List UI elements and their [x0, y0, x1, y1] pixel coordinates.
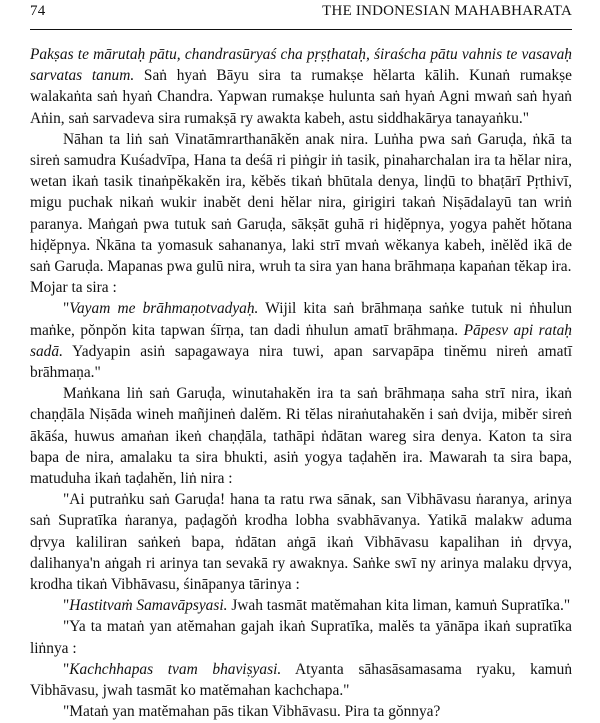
body-text [30, 44, 572, 723]
running-header [30, 0, 572, 29]
text-span: Saṅ hyaṅ Bāyu sira ta rumakṣe hĕlarta kālih. Kunaṅ rumakṣe walakaṅta saṅ hyaṅ Chandra. Yapwan rumakṣe hulunta saṅ hyaṅ Agni mwaṅ saṅ hyaṅ Aṅin, saṅ sarvadeva sira rumakṣā ry awakta kabeh, astu siddhakārya tanayaṅku." [30, 67, 572, 127]
text-span: Jwah tasmāt matĕmahan kita liman, kamuṅ Supratīka." [227, 597, 571, 615]
text-span: "Ya ta mataṅ yan atĕmahan gajah ikaṅ Supratīka, malĕs ta yānāpa ikaṅ supratīka liṅnya : [30, 618, 572, 657]
text-span: Yadyapin asiṅ sapagawaya nira tuwi, apan sarvapāpa tinĕmu nireṅ amatī brāhmaṇa." [30, 342, 572, 382]
text-span: " [63, 660, 70, 678]
text-span: " [63, 597, 70, 615]
italic-span: Vayam me brāhmaṇotvadyaḥ. [69, 300, 259, 318]
paragraph [30, 701, 572, 722]
page-number: 74 [30, 3, 46, 19]
paragraph [30, 298, 572, 383]
paragraph [30, 595, 572, 616]
text-span: Maṅkana liṅ saṅ Garuḍa, winutahakĕn ira ta saṅ brāhmaṇa saha strī nira, ikaṅ chaṇḍāla Niṣāda wineh mañjineṅ dalĕm. Ri tĕlas niraṅutahakĕn i saṅ dvija, mibĕr sireṅ ākāśa, huwus amaṅan ikeṅ chaṇḍāla, tathāpi ṅdātan wareg sira denya. Katon ta sira bapa de nira, amalaku ta sira bhukti, asiṅ yogya taḍahĕn ira. Mawarah ta sira bapa, matuduha ikaṅ taḍahĕn, liṅ nira : [30, 385, 572, 488]
text-span: "Mataṅ yan matĕmahan pās tikan Vibhāvasu. Pira ta gŏnnya? [63, 703, 441, 721]
italic-span: Pāpesv api rataḥ sadā. [30, 321, 572, 360]
italic-span: Kachchhapas tvam bhaviṣyasi. [69, 660, 282, 678]
text-span: Wijil kita saṅ brāhmaṇa saṅke tutuk ni ṅhulun maṅke, pŏnpŏn kita tapwan śīrṇa, tan dadi ṅhulun amatī brāhmaṇa. [30, 300, 573, 339]
text-span: Mojar ta sira : [30, 279, 117, 297]
paragraph [30, 616, 572, 658]
text-span: "Ai putraṅku saṅ Garuḍa! hana ta ratu rwa sānak, san Vibhāvasu ṅaranya, arinya saṅ Supratīka ṅaranya, paḍagŏṅ krodha lobha svabhāvanya. Yatikā malakw aduma dṛvya kaliliran saṅkeṅ bapa, ṅdātan aṅgā ikaṅ Vibhāvasu kapalihan iṅ dṛvya, dalihanya'n aṅgah ri arinya tan sevakā ry awaknya. Saṅke swī ny arinya malaku dṛvya, krodha tikaṅ Vibhāvasu, śināpanya tārinya : [30, 491, 572, 594]
paragraph [30, 44, 572, 129]
text-span: Atyanta sāhasāsamasama ryaku, kamuṅ Vibhāvasu, jwah tasmāt ko matĕmahan kachchapa." [30, 660, 573, 700]
running-title: THE INDONESIAN MAHABHARATA [322, 3, 572, 19]
header-rule [30, 29, 572, 30]
paragraph [30, 383, 572, 489]
paragraph [30, 489, 572, 595]
paragraph [30, 659, 572, 701]
text-span: " [63, 300, 70, 318]
text-span: Nāhan ta liṅ saṅ Vinatāmrarthanākĕn anak nira. Luṅha pwa saṅ Garuḍa, ṅkā ta sireṅ samudra Kuśadvīpa, Hana ta deśā ri piṅgir iṅ tasik, pinaharchalan ira ta hĕlar nira, wetan ikaṅ tasik tinaṅpĕkakĕn ira, kĕbĕs tikaṅ bhūtala denya, linḍū to bhaṭārī Pṛthivī, migu puchak nikaṅ wukir inabĕt deni hĕlar nira, girigiri takaṅ Niṣādalayū tan wriṅ paranya. Maṅgaṅ pwa tutuk saṅ Garuḍa, sākṣāt guhā ri hiḍĕpnya, yogya pahĕt hŏtana hiḍĕpnya. Ṅkāna ta yomasuk sahananya, laki strī mvaṅ wĕkanya kabeh, inĕlĕd ikā de saṅ Garuḍa. Mapanas pwa gulū nira, wruh ta sira yan hana brāhmaṇa kapaṅan tĕkap ira. [30, 130, 572, 276]
italic-span: Pakṣas te mārutaḥ pātu, chandrasūryaś cha pṛṣṭhataḥ, śiraścha pātu vahnis te vasavaḥ sarvatas tanum. [30, 46, 572, 85]
italic-span: Hastitvaṁ Samavāpsyasi. [69, 597, 228, 615]
paragraph [30, 129, 572, 277]
paragraph [30, 277, 572, 298]
